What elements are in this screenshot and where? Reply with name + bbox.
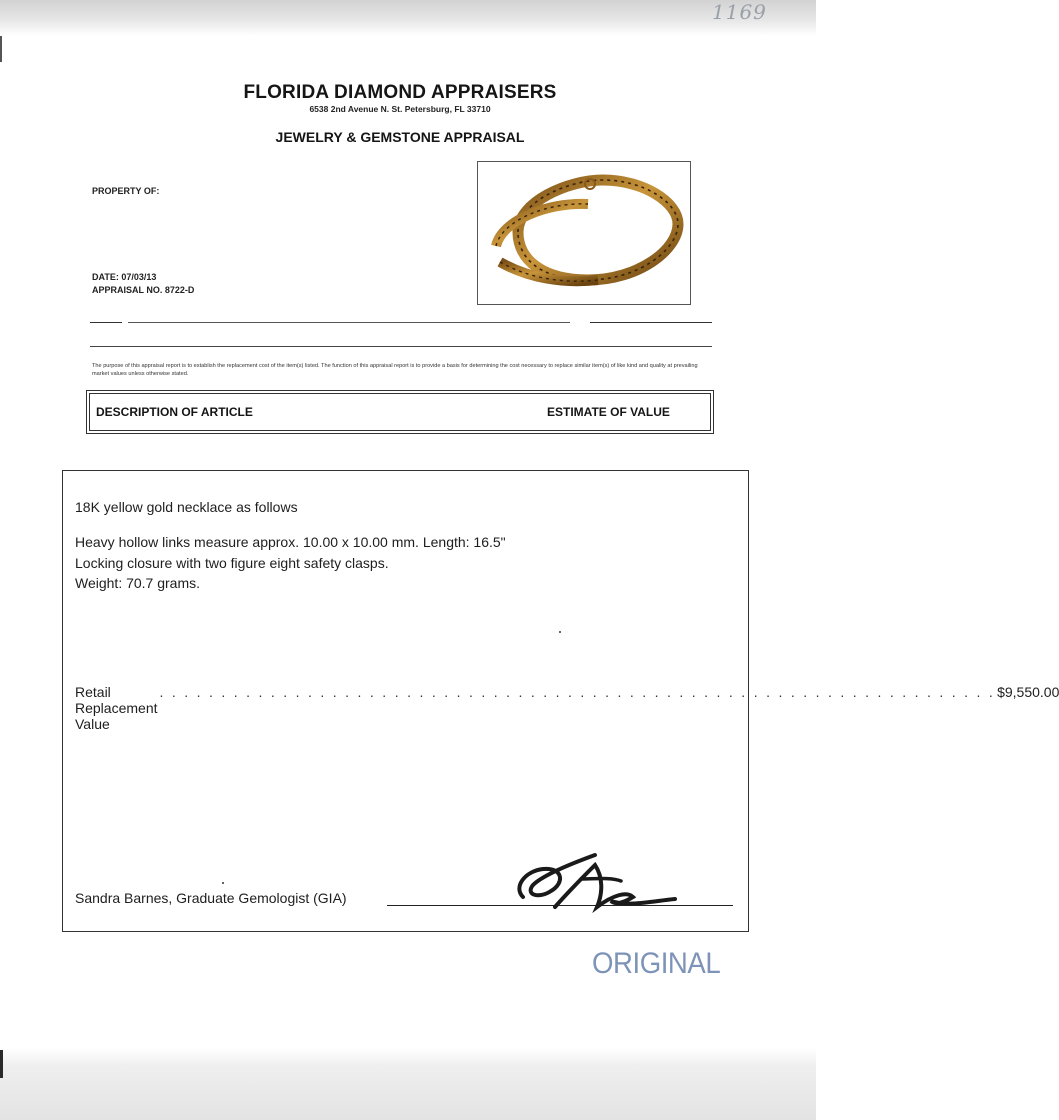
document-title: JEWELRY & GEMSTONE APPRAISAL xyxy=(275,129,525,145)
retail-value-amount: $9,550.00 xyxy=(997,684,1059,700)
item-detail-links: Heavy hollow links measure approx. 10.00 x 10.00 mm. Length: 16.5" xyxy=(75,534,506,550)
scan-mark xyxy=(0,36,2,62)
description-header-box xyxy=(86,390,714,434)
property-of-label: PROPERTY OF: xyxy=(92,186,160,196)
estimate-column-label: ESTIMATE OF VALUE xyxy=(547,405,670,419)
appraisal-number: APPRAISAL NO. 8722-D xyxy=(92,285,195,295)
separator-rule xyxy=(128,322,570,323)
original-stamp: ORIGINAL xyxy=(592,947,721,980)
item-title: 18K yellow gold necklace as follows xyxy=(75,499,298,515)
item-detail-weight: Weight: 70.7 grams. xyxy=(75,575,201,591)
article-description-box xyxy=(62,470,1059,932)
page-number: 1169 xyxy=(712,0,767,24)
company-name: FLORIDA DIAMOND APPRAISERS xyxy=(243,82,557,103)
scan-speck xyxy=(559,631,561,633)
description-header-inner xyxy=(89,393,711,431)
scan-mark xyxy=(0,1050,3,1078)
appraiser-signature xyxy=(503,849,683,919)
separator-rule xyxy=(590,322,712,323)
description-column-label: DESCRIPTION OF ARTICLE xyxy=(96,405,253,419)
disclaimer-text: The purpose of this appraisal report is to establish the replacement cost of the item(s) listed. The function of this appraisal report is to provide a basis for determining the cost necessary to replace similar item(s) of like kind and quality at prevailing market values unless otherwise stated. xyxy=(92,363,698,378)
company-address: 6538 2nd Avenue N. St. Petersburg, FL 33710 xyxy=(309,104,491,114)
dot-leader: . . . . . . . . . . . . . . . . . . . . . . . . . . . . . . . . . . . . . . . . . . . . . . . . . . . . . . . . . . . . . . . . . . . . xyxy=(159,684,996,700)
scan-shadow-bottom xyxy=(0,1048,816,1120)
necklace-photo xyxy=(477,161,691,305)
scan-shadow-top xyxy=(0,0,816,36)
retail-value-row xyxy=(75,684,1059,732)
separator-rule xyxy=(90,322,122,323)
retail-value-label: Retail Replacement Value xyxy=(75,684,158,732)
appraiser-name: Sandra Barnes, Graduate Gemologist (GIA) xyxy=(75,890,347,906)
separator-rule xyxy=(90,346,712,347)
scan-speck xyxy=(222,882,224,884)
item-detail-closure: Locking closure with two figure eight safety clasps. xyxy=(75,555,389,571)
appraisal-date: DATE: 07/03/13 xyxy=(92,272,157,282)
